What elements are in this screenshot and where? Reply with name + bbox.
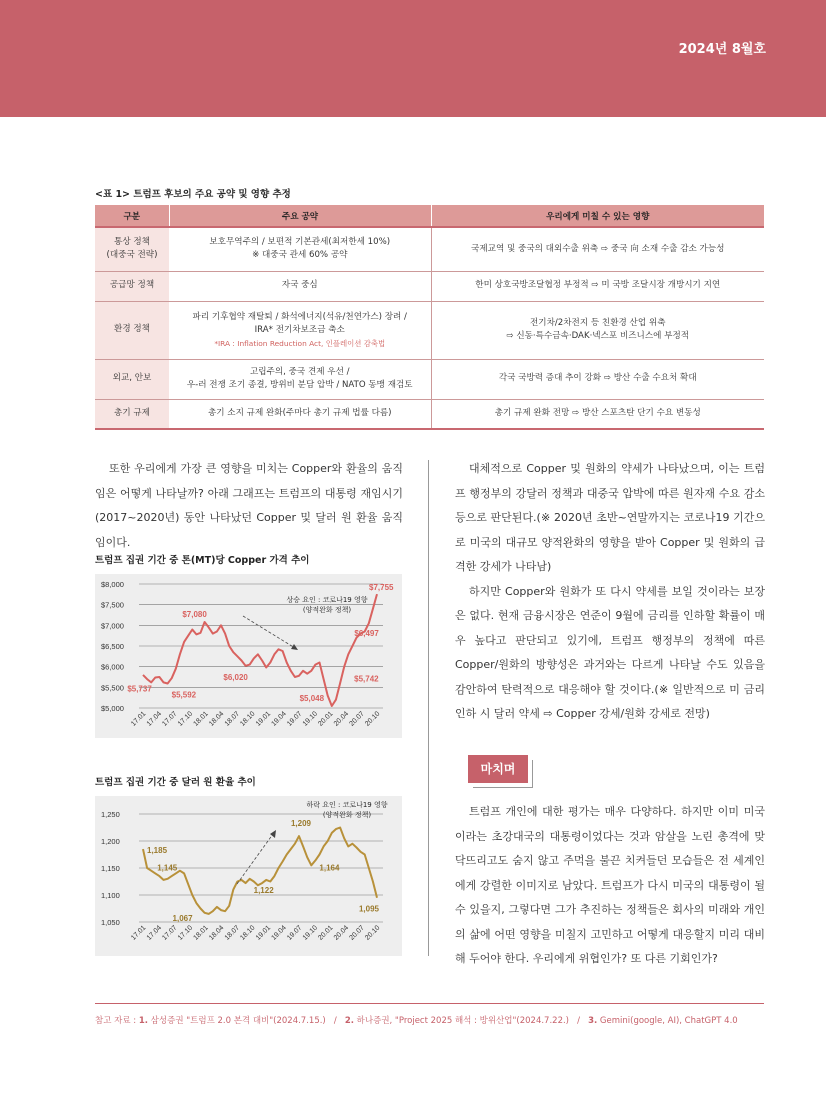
ref-3-num: 3. bbox=[588, 1016, 598, 1026]
ref-separator: / bbox=[325, 1016, 345, 1026]
table-title: <표 1> 트럼프 후보의 주요 공약 및 영향 추정 bbox=[95, 189, 291, 200]
arrow-head-icon bbox=[270, 830, 276, 838]
pledge-footnote: *IRA : Inflation Reduction Act, 인플레이션 감축법 bbox=[214, 338, 386, 348]
y-tick-label: $7,000 bbox=[101, 621, 124, 631]
data-label: $5,592 bbox=[171, 690, 197, 700]
data-label: 1,164 bbox=[319, 863, 340, 873]
x-tick-label: 20.10 bbox=[364, 710, 382, 728]
x-tick-label: 19.01 bbox=[254, 924, 273, 942]
x-tick-label: 17.07 bbox=[161, 710, 179, 728]
x-tick-label: 19.04 bbox=[270, 710, 288, 728]
wrapup-badge: 마치며 bbox=[468, 755, 528, 783]
x-tick-label: 19.01 bbox=[254, 710, 273, 728]
impact-cell-line: 한미 상호국방조달협정 부정적 ⇨ 미 국방 조달시장 개방시기 지연 bbox=[475, 280, 721, 291]
left-column bbox=[95, 457, 403, 555]
table-row bbox=[95, 399, 764, 429]
x-tick-label: 17.10 bbox=[176, 710, 195, 728]
header-pledge: 주요 공약 bbox=[169, 205, 431, 227]
category-cell-line: 공급망 정책 bbox=[109, 280, 155, 291]
x-tick-label: 19.04 bbox=[270, 924, 288, 942]
ref-1-num: 1. bbox=[138, 1016, 148, 1026]
header-impact: 우리에게 미칠 수 있는 영향 bbox=[431, 205, 764, 227]
chart-note: (양적완화 정책) bbox=[322, 811, 372, 819]
impact-cell bbox=[431, 227, 764, 271]
y-tick-label: 1,200 bbox=[101, 837, 120, 846]
x-tick-label: 18.07 bbox=[223, 710, 242, 728]
x-tick-label: 20.01 bbox=[317, 710, 335, 728]
table-header-row bbox=[95, 205, 764, 227]
wrapup-paragraph: 트럼프 개인에 대한 평가는 매우 다양하다. 하지만 이미 미국이라는 초강대국의 대통령이었다는 것과 암살을 노린 총격에 맞닥뜨리고도 숨지 않고 주먹을 불끈 치켜들던 모습들은 전 세계인에게 강렬한 이미지로 남았다. 트럼프가 다시 미국의 대통령이 될 수 있을지, 그렇다면 그가 추진하는 정책들은 회사의 미래와 개인의 삶에 어떤 영향을 미칠지 고민하고 어떻게 대응할지 미리 대비해 두어야 한다. 우리에게 위협인가? 또 다른 기회인가? bbox=[455, 805, 765, 965]
y-tick-label: 1,100 bbox=[101, 891, 120, 900]
column-divider bbox=[428, 460, 429, 956]
right-column bbox=[455, 457, 765, 727]
x-tick-label: 18.10 bbox=[239, 924, 257, 942]
y-tick-label: $7,500 bbox=[101, 600, 124, 610]
category-cell-line: 환경 정책 bbox=[114, 324, 150, 335]
category-cell bbox=[95, 301, 169, 359]
header-banner bbox=[0, 0, 826, 117]
pledge-cell-line: 자국 중심 bbox=[281, 280, 318, 291]
x-tick-label: 20.07 bbox=[348, 710, 366, 728]
series-line bbox=[143, 828, 377, 914]
impact-cell bbox=[431, 359, 764, 399]
chart-note: (양적완화 정책) bbox=[302, 606, 352, 614]
y-tick-label: $6,500 bbox=[101, 642, 124, 651]
copper-chart-title: 트럼프 집권 기간 중 톤(MT)당 Copper 가격 추이 bbox=[95, 555, 310, 566]
copper-chart-svg bbox=[95, 574, 402, 738]
impact-cell bbox=[431, 399, 764, 429]
table-row bbox=[95, 359, 764, 399]
category-cell bbox=[95, 227, 169, 271]
x-tick-label: 18.04 bbox=[208, 710, 226, 728]
table-row bbox=[95, 301, 764, 359]
ref-2-num: 2. bbox=[344, 1016, 354, 1026]
x-tick-label: 18.04 bbox=[208, 924, 226, 942]
impact-cell-line: 총기 규제 완화 전망 ⇨ 방산 스포츠탄 단기 수요 변동성 bbox=[494, 408, 701, 419]
data-label: $5,742 bbox=[354, 674, 379, 684]
impact-cell bbox=[431, 301, 764, 359]
impact-cell-line: 국제교역 및 중국의 대외수출 위축 ⇨ 중국 向 소재 수출 감소 가능성 bbox=[471, 243, 725, 254]
x-tick-label: 17.04 bbox=[145, 710, 164, 728]
wrapup-column bbox=[455, 800, 765, 972]
x-tick-label: 17.04 bbox=[145, 924, 164, 942]
x-tick-label: 20.07 bbox=[348, 924, 366, 942]
pledge-cell-line: 보호무역주의 / 보편적 기본관세(최저한세 10%) bbox=[209, 236, 391, 247]
y-tick-label: $5,000 bbox=[101, 704, 124, 713]
right-paragraph-2: 하지만 Copper와 원화가 또 다시 약세를 보일 것이라는 보장은 없다. 현재 금융시장은 연준이 9월에 금리를 인하할 확률이 매우 높다고 판단되고 있기에, 트럼프 행정부의 정책에 따른 Copper/원화의 방향성은 과거와는 다르게 나타날 수도 있음을 감안하여 탄력적으로 대응해야 할 것이다.(※ 일반적으로 미 금리 인하 시 달러 약세 ⇨ Copper 강세/원화 강세로 전망) bbox=[455, 584, 765, 720]
trend-arrow bbox=[243, 616, 295, 648]
chart-note: 상승 요인 : 코로나19 영향 bbox=[286, 596, 368, 604]
ref-3-text: Gemini(google, AI), ChatGPT 4.0 bbox=[597, 1016, 738, 1026]
pledge-cell-line: 총기 소지 규제 완화(주마다 총기 규제 법률 다름) bbox=[207, 408, 392, 419]
pledge-cell-line: ※ 대중국 관세 60% 공약 bbox=[252, 250, 348, 261]
table-row bbox=[95, 227, 764, 271]
category-cell bbox=[95, 399, 169, 429]
y-tick-label: $6,000 bbox=[101, 662, 124, 672]
y-tick-label: $5,500 bbox=[101, 683, 124, 693]
fx-chart bbox=[95, 796, 402, 956]
x-tick-label: 20.01 bbox=[317, 924, 335, 942]
data-label: 1,185 bbox=[147, 846, 168, 856]
arrow-head-icon bbox=[291, 644, 298, 650]
right-paragraph-1: 대체적으로 Copper 및 원화의 약세가 나타났으며, 이는 트럼프 행정부의 강달러 정책과 대중국 압박에 따른 원자재 수요 감소 등으로 판단된다.(※ 2020년 초반~연말까지는 코로나19 기간으로 미국의 대규모 양적완화의 영향을 받아 Copper 및 원화의 급격한 강세가 나타남) bbox=[455, 462, 765, 573]
copper-chart bbox=[95, 574, 402, 738]
x-tick-label: 19.10 bbox=[301, 924, 320, 942]
data-label: 1,095 bbox=[358, 904, 380, 914]
data-label: 1,209 bbox=[290, 819, 312, 829]
x-tick-label: 17.07 bbox=[161, 924, 179, 942]
x-tick-label: 20.04 bbox=[332, 924, 351, 942]
pledge-cell bbox=[169, 227, 431, 271]
data-label: $7,755 bbox=[369, 583, 394, 593]
header-category: 구분 bbox=[95, 205, 169, 227]
pledge-cell bbox=[169, 399, 431, 429]
ref-2-text: 하나증권, "Project 2025 해석 : 방위산업"(2024.7.22.) bbox=[353, 1016, 569, 1026]
category-cell-line: 외교, 안보 bbox=[112, 373, 152, 384]
x-tick-label: 18.10 bbox=[239, 710, 257, 728]
impact-cell-line: ⇨ 신동·특수금속·DAK·넥스포 비즈니스에 부정적 bbox=[506, 331, 690, 341]
ref-1-text: 삼성증권 "트럼프 2.0 본격 대비"(2024.7.15.) bbox=[147, 1016, 326, 1026]
x-tick-label: 18.07 bbox=[223, 924, 242, 942]
category-cell-line: 통상 정책 bbox=[114, 236, 150, 247]
category-cell bbox=[95, 271, 169, 301]
data-label: 1,067 bbox=[172, 913, 193, 923]
pledge-cell bbox=[169, 301, 431, 359]
data-label: $5,048 bbox=[299, 694, 325, 704]
x-tick-label: 19.07 bbox=[286, 924, 304, 942]
fx-chart-title: 트럼프 집권 기간 중 달러 원 환율 추이 bbox=[95, 777, 256, 788]
x-tick-label: 17.01 bbox=[130, 924, 148, 942]
x-tick-label: 18.01 bbox=[192, 710, 210, 728]
chart-note: 하락 요인 : 코로나19 영향 bbox=[306, 801, 388, 809]
impact-cell-line: 각국 국방력 증대 추이 강화 ⇨ 방산 수출 수요처 확대 bbox=[498, 373, 697, 384]
x-tick-label: 19.10 bbox=[301, 710, 320, 728]
x-tick-label: 17.01 bbox=[130, 710, 148, 728]
pledge-cell-line: IRA* 전기차보조금 축소 bbox=[254, 325, 345, 336]
fx-chart-svg bbox=[95, 796, 402, 956]
table-body bbox=[95, 227, 764, 429]
y-tick-label: 1,150 bbox=[101, 864, 120, 873]
data-label: $6,020 bbox=[223, 672, 248, 682]
y-tick-label: 1,050 bbox=[101, 918, 120, 927]
y-tick-label: 1,250 bbox=[101, 810, 120, 819]
category-cell-line: (대중국 전략) bbox=[106, 250, 158, 261]
x-tick-label: 19.07 bbox=[286, 710, 304, 728]
impact-cell bbox=[431, 271, 764, 301]
policy-table bbox=[95, 205, 764, 430]
pledge-cell-line: 고립주의, 중국 견제 우선 / bbox=[249, 366, 350, 377]
intro-paragraph: 또한 우리에게 가장 큰 영향을 미치는 Copper와 환율의 움직임은 어떻게 나타날까? 아래 그래프는 트럼프의 대통령 재임시기(2017~2020년) 동안 나타났던 Copper 및 달러 원 환율 움직임이다. bbox=[95, 462, 403, 549]
data-label: 1,122 bbox=[253, 886, 274, 896]
pledge-cell bbox=[169, 359, 431, 399]
data-label: 1,145 bbox=[157, 863, 178, 873]
data-label: $5,737 bbox=[127, 684, 152, 694]
category-cell-line: 총기 규제 bbox=[114, 408, 150, 419]
data-label: $6,497 bbox=[354, 629, 379, 639]
issue-label: 2024년 8월호 bbox=[678, 42, 766, 57]
data-label: $7,080 bbox=[182, 610, 207, 620]
pledge-cell-line: 파리 기후협약 재탈퇴 / 화석에너지(석유/천연가스) 장려 / bbox=[192, 311, 407, 322]
references bbox=[95, 1003, 764, 1026]
y-tick-label: $8,000 bbox=[101, 580, 124, 589]
references-prefix: 참고 자료 : bbox=[95, 1016, 139, 1026]
table-row bbox=[95, 271, 764, 301]
x-tick-label: 20.04 bbox=[332, 710, 351, 728]
x-tick-label: 18.01 bbox=[192, 924, 210, 942]
category-cell bbox=[95, 359, 169, 399]
x-tick-label: 20.10 bbox=[364, 924, 382, 942]
x-tick-label: 17.10 bbox=[176, 924, 195, 942]
impact-cell-line: 전기차/2차전지 등 친환경 산업 위축 bbox=[529, 317, 666, 328]
ref-separator: / bbox=[569, 1016, 589, 1026]
pledge-cell bbox=[169, 271, 431, 301]
pledge-cell-line: 우-러 전쟁 조기 종결, 방위비 분담 압박 / NATO 동맹 재검토 bbox=[186, 380, 413, 390]
trend-arrow bbox=[237, 834, 273, 884]
